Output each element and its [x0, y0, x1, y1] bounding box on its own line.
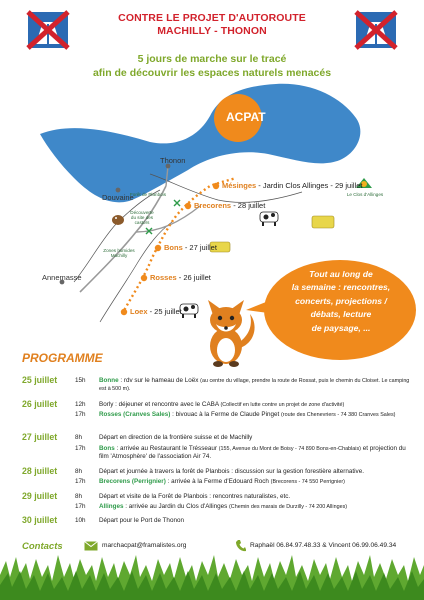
item-text: Départ en direction de la frontière suisse et de Machilly [99, 434, 253, 441]
stop-bons-detail: - 27 juillet [182, 243, 217, 252]
item-desc [99, 377, 411, 394]
label-foret-planbois: Forêt de Planbois [129, 192, 166, 197]
item-text: : rdv sur le hameau de Loëx [118, 377, 201, 384]
phone-icon [236, 540, 246, 552]
stop-mesinges-name: Mésinges [222, 181, 257, 190]
page-subtitle [70, 52, 354, 80]
grass-footer-icon [0, 555, 424, 600]
item-time: 17h [75, 445, 86, 452]
stop-rosses [150, 273, 211, 282]
item-time: 8h [75, 468, 83, 475]
day-date: 30 juillet [22, 515, 58, 525]
item-desc [99, 478, 411, 486]
town-thonon: Thonon [160, 156, 186, 165]
day-date: 26 juillet [22, 399, 58, 409]
label-zones-humides: Zones humides Machilly [103, 248, 135, 258]
stop-loex-name: Loex [130, 307, 148, 316]
stop-mesinges-detail: - Jardin Clos Allinges - 29 juillet [256, 181, 363, 190]
item-desc [99, 493, 411, 501]
item-text: : bivouac à la Ferme de Claude Pinget [170, 411, 282, 418]
day-date: 28 juillet [22, 466, 58, 476]
day-date: 25 juillet [22, 375, 58, 385]
item-time: 17h [75, 411, 86, 418]
day-date: 27 juillet [22, 432, 58, 442]
item-text-2: et projection du film 'Atmosphère' de l'association Air 74. [99, 445, 406, 461]
item-time: 17h [75, 503, 86, 510]
callout-line-4: débats, lecture [310, 309, 372, 320]
stop-rosses-name: Rosses [150, 273, 177, 282]
no-motorway-sign-left-icon [24, 8, 72, 52]
stop-brecorens-detail: - 28 juillet [231, 201, 266, 210]
day-date: 29 juillet [22, 491, 58, 501]
item-place: Allinges [99, 503, 124, 510]
no-motorway-sign-right-icon [352, 8, 400, 52]
town-douvaine: Douvaine [102, 193, 134, 202]
contacts-label: Contacts [22, 541, 63, 552]
item-text: Départ et journée à travers la forêt de Planbois : discussion sur la gestion forestière alternative. [99, 468, 364, 475]
stop-mesinges [222, 181, 362, 190]
item-desc [99, 517, 411, 525]
item-text: : arrivée à la Ferme d'Edouard Roch [165, 478, 271, 485]
item-small: (Chemin des marais de Durzilly - 74 200 Allinges) [229, 504, 348, 510]
item-time: 15h [75, 377, 86, 384]
stop-loex [130, 307, 182, 316]
item-time: 10h [75, 517, 86, 524]
callout-text [276, 268, 406, 335]
item-small: (155, Avenue du Mont de Boisy - 74 890 Bons-en-Chablais) [218, 446, 361, 452]
town-annemasse: Annemasse [42, 273, 82, 282]
item-desc [99, 401, 411, 409]
item-place: Brecorens (Perrignier) [99, 478, 166, 485]
envelope-icon [84, 541, 98, 551]
page-title [86, 12, 338, 38]
stop-brecorens [194, 201, 265, 210]
item-place: Bons [99, 445, 115, 452]
item-small: (au centre du village, prendre la route de Rossat, puis le chemin du Cloiset. Le camping est à 500 m). [99, 378, 410, 393]
callout-line-5: de paysage, ... [311, 322, 371, 333]
stop-brecorens-name: Brecorens [194, 201, 232, 210]
item-text: Départ pour le Port de Thonon [99, 517, 184, 524]
contact-email[interactable]: marchacpat@framalistes.org [102, 542, 187, 549]
item-text: Borly : déjeuner et rencontre avec le CABA [99, 401, 221, 408]
stop-bons-name: Bons [164, 243, 183, 252]
item-desc [99, 445, 411, 462]
item-small: (route des Chenevriers - 74 380 Cranves Sales) [281, 412, 396, 418]
item-place: Bonne [99, 377, 119, 384]
item-text: : arrivée au Jardin du Clos d'Allinges [123, 503, 230, 510]
fox-illustration-icon [196, 290, 260, 368]
callout-line-1: Tout au long de [309, 269, 373, 279]
subtitle-line-1: 5 jours de marche sur le tracé [137, 53, 287, 65]
title-line-1: CONTRE LE PROJET D'AUTOROUTE [118, 12, 306, 24]
title-line-2: MACHILLY - THONON [157, 25, 267, 37]
callout-line-2: la semaine : rencontres, [291, 282, 391, 293]
item-text: : arrivée au Restaurant le Trésseaur [114, 445, 219, 452]
item-time: 12h [75, 401, 86, 408]
item-place: Rosses (Cranves Sales) [99, 411, 171, 418]
stop-loex-detail: - 25 juillet [147, 307, 182, 316]
clos-allinges-logo-caption: Le Clos d'Allinges [346, 192, 384, 197]
callout-line-3: concerts, projections / [295, 295, 387, 306]
item-small: (Collectif en lutte contre un projet de zone d'activité) [220, 402, 345, 408]
contact-phones: Raphaël 06.84.97.48.33 & Vincent 06.99.06.49.34 [250, 542, 397, 549]
stop-bons [164, 243, 217, 252]
item-time: 8h [75, 434, 83, 441]
item-small: (Brecorens - 74 550 Perrignier) [270, 479, 345, 485]
acpat-badge: ACPAT [226, 110, 266, 124]
item-desc [99, 411, 411, 419]
item-desc [99, 434, 411, 442]
item-desc [99, 468, 411, 476]
subtitle-line-2: afin de découvrir les espaces naturels menacés [92, 67, 332, 79]
item-time: 17h [75, 478, 86, 485]
item-time: 8h [75, 493, 83, 500]
stop-rosses-detail: - 26 juillet [176, 273, 211, 282]
programme-title: PROGRAMME [22, 351, 103, 365]
item-text: Départ et visite de la Forêt de Planbois : rencontres naturalistes, etc. [99, 493, 291, 500]
label-decouverte-castors: Découverte du site des castors [130, 210, 154, 225]
item-desc [99, 503, 411, 511]
